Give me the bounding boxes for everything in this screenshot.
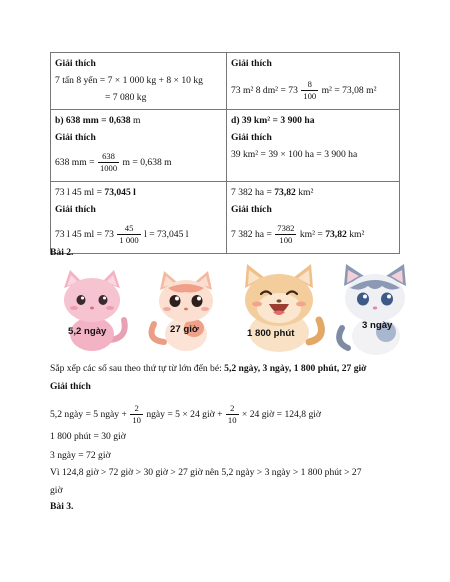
solution-table — [50, 52, 400, 254]
table-row — [51, 110, 400, 182]
exercise-title: 73 l 45 ml = 73,045 l — [55, 187, 136, 198]
table-row — [51, 53, 400, 110]
equation-line: 638 mm = $\frac{638}{1000}$ m = 0,638 m — [55, 151, 172, 174]
fraction: $\frac{2}{10}$ — [227, 403, 237, 426]
cell-r1c2 — [227, 53, 400, 110]
explanation-heading: Giải thích — [231, 132, 272, 143]
fraction: $\frac{638}{1000}$ — [99, 151, 118, 174]
fraction: $\frac{7382}{100}$ — [277, 223, 295, 246]
explanation-heading: Giải thích — [55, 204, 96, 215]
explanation-heading: Giải thích — [55, 132, 96, 143]
cell-r1c1 — [51, 53, 227, 110]
exercise-2-title: Bài 2. — [50, 247, 74, 258]
cell-r2c2 — [227, 110, 400, 182]
exercise-title: b) 638 mm = 0,638 m — [55, 115, 141, 126]
exercise-title: d) 39 km² = 3 900 ha — [231, 115, 315, 126]
explanation-heading: Giải thích — [50, 381, 91, 392]
equation-line: 1 800 phút = 30 giờ — [50, 431, 126, 442]
pink-cat-icon — [54, 268, 132, 354]
fraction: $\frac{8}{100}$ — [303, 79, 317, 102]
orange-cat-icon — [233, 262, 325, 354]
exercise-title: 7 382 ha = 73,82 km² — [231, 187, 314, 198]
cell-r3c2 — [227, 182, 400, 254]
instruction-text: Sắp xếp các số sau theo thứ tự từ lớn đến bé: 5,2 ngày, 3 ngày, 1 800 phút, 27 giờ — [50, 363, 367, 374]
cell-r2c1 — [51, 110, 227, 182]
equation-line: giờ — [50, 485, 63, 496]
peach-cat-icon — [146, 268, 224, 354]
fraction: $\frac{2}{10}$ — [132, 403, 141, 426]
gray-cat-icon — [334, 262, 416, 358]
fraction: $\frac{45}{1 000}$ — [119, 223, 139, 246]
equation-line: 5,2 ngày = 5 ngày + $\frac{2}{10}$ ngày = 5 × 24 giờ + $\frac{2}{10}$ × 24 giờ = 124,8 giờ — [50, 403, 321, 426]
cat-label: 1 800 phút — [247, 328, 295, 339]
table-row — [51, 182, 400, 254]
equation-line: 7 tấn 8 yến = 7 × 1 000 kg + 8 × 10 kg — [55, 75, 203, 86]
explanation-heading: Giải thích — [55, 58, 96, 69]
cat-label: 27 giờ — [170, 324, 199, 335]
equation-line: 7 382 ha = $\frac{7382}{100}$ km² = 73,82 km² — [231, 223, 365, 246]
cell-r3c1 — [51, 182, 227, 254]
equation-line: 73 l 45 ml = 73 $\frac{45}{1 000}$ l = 73,045 l — [55, 223, 189, 246]
equation-line: 39 km² = 39 × 100 ha = 3 900 ha — [231, 149, 358, 160]
explanation-heading: Giải thích — [231, 58, 272, 69]
explanation-heading: Giải thích — [231, 204, 272, 215]
cat-label: 3 ngày — [362, 320, 393, 331]
equation-line: = 7 080 kg — [105, 92, 147, 103]
equation-line: 3 ngày = 72 giờ — [50, 450, 111, 461]
cat-label: 5,2 ngày — [68, 326, 107, 337]
equation-line: Vì 124,8 giờ > 72 giờ > 30 giờ > 27 giờ nên 5,2 ngày > 3 ngày > 1 800 phút > 27 — [50, 467, 362, 478]
equation-line: 73 m² 8 dm² = 73 $\frac{8}{100}$ m² = 73,08 m² — [231, 79, 377, 102]
exercise-3-title: Bài 3. — [50, 501, 74, 512]
